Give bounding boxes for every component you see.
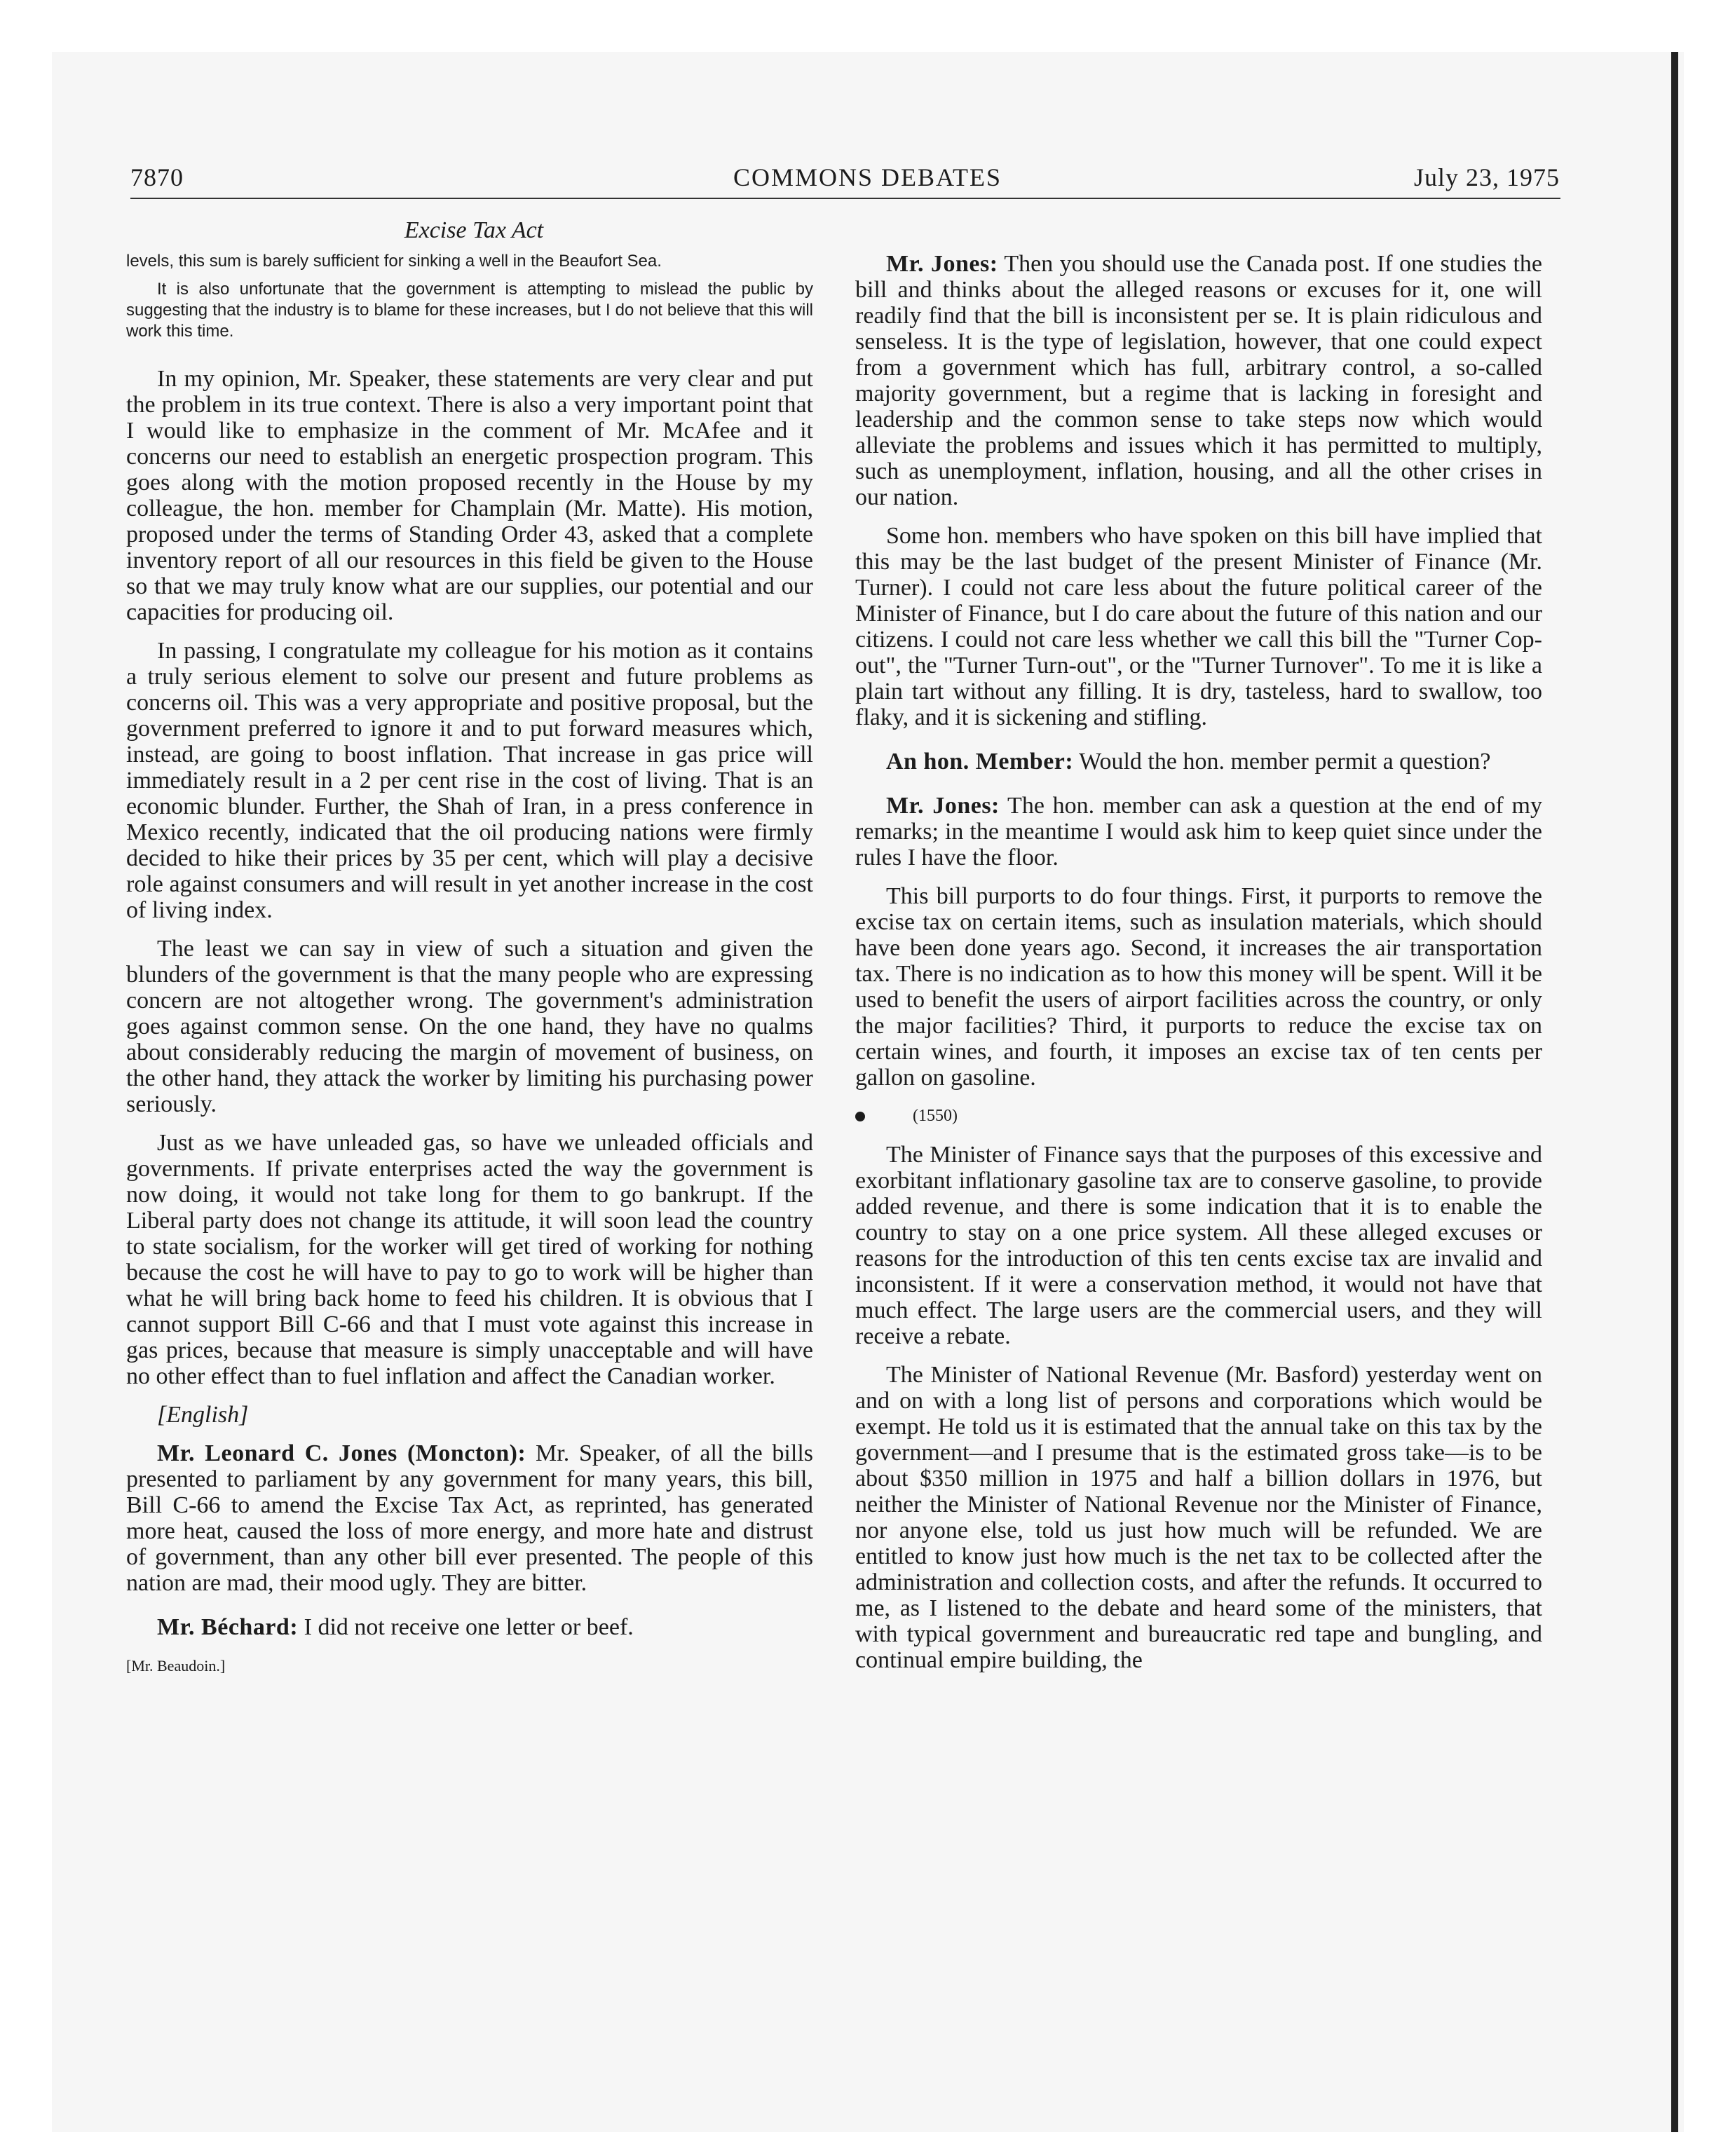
speech-text: Would the hon. member permit a question?: [1079, 749, 1491, 775]
speaker-name: Mr. Leonard C. Jones (Moncton):: [157, 1440, 526, 1466]
right-column: [855, 251, 1542, 1686]
quote-paragraph: levels, this sum is barely sufficient for sinking a well in the Beaufort Sea.: [126, 252, 662, 271]
paragraph: The Minister of Finance says that the purposes of this excessive and exorbitant inflationary gasoline tax are to conserve gasoline, to provide added revenue, and there is some indication that it is to enable the country to stay on a one price system. All these alleged excuses or reasons for the introduction of this ten cents excise tax are invalid and inconsistent. If it were a conservation method, it would not have that much effect. The large users are the commercial users, and they will receive a rebate.: [855, 1142, 1542, 1349]
speech-text: Then you should use the Canada post. If one studies the bill and thinks about the alleged reasons or excuses for it, one will readily find that the bill is inconsistent per se. It is plain ridiculous and senseless. It is the type of legislation, however, that one could expect from a government which has full, arbitrary control, a so-called majority government, but a regime that is lacking in foresight and leadership and the common sense to take steps now which would alleviate the problems and issues which it has permitted to multiply, such as unemployment, inflation, housing, and all the other crises in our nation.: [855, 251, 1542, 510]
language-marker: [English]: [157, 1402, 249, 1428]
paragraph: In my opinion, Mr. Speaker, these statements are very clear and put the problem in its true context. There is also a very important point that I would like to emphasize in the comment of Mr. McAfee and it concerns our need to establish an energetic prospection program. This goes along with the motion proposed recently in the House by my colleague, the hon. member for Champlain (Mr. Matte). His motion, proposed under the terms of Standing Order 43, asked that a complete inventory report of all our resources in this field be given to the House so that we may truly know what are our supplies, our potential and our capacities for producing oil.: [126, 366, 813, 625]
speech-paragraph: [855, 793, 1542, 871]
speaker-name: Mr. Béchard:: [157, 1614, 299, 1640]
speaker-footnote: [Mr. Beaudoin.]: [126, 1657, 226, 1674]
speaker-name: Mr. Jones:: [886, 793, 1000, 819]
time-marker-text: (1550): [913, 1107, 958, 1125]
speech-paragraph: [126, 1614, 813, 1640]
speech-paragraph: [126, 1440, 813, 1596]
paragraph: This bill purports to do four things. First, it purports to remove the excise tax on certain items, such as insulation materials, which should have been done years ago. Second, it increases the air transportation tax. There is no indication as to how this money will be spent. Will it be used to benefit the users of airport facilities across the country, or only the major facilities? Third, it purports to reduce the excise tax on certain wines, and fourth, it imposes an excise tax of ten cents per gallon on gasoline.: [855, 883, 1542, 1091]
publication-title: COMMONS DEBATES: [733, 163, 1002, 191]
bullet-icon: [855, 1112, 865, 1121]
speech-paragraph: [855, 749, 1542, 775]
paragraph: Some hon. members who have spoken on this bill have implied that this may be the last budget of the present Minister of Finance (Mr. Turner). I could not care less about the future political career of the Minister of Finance, but I do care about the future of this nation and our citizens. I could not care less whether we call this bill the "Turner Cop-out", the "Turner Turn-out", or the "Turner Turnover". To me it is like a plain tart without any filling. It is dry, tasteless, hard to swallow, too flaky, and it is sickening and stifling.: [855, 523, 1542, 730]
speaker-name: Mr. Jones:: [886, 251, 998, 277]
quote-paragraph: It is also unfortunate that the government is attempting to mislead the public by suggesting that the industry is to blame for these increases, but I do not believe that this will work this time.: [126, 280, 813, 341]
page-number: 7870: [130, 163, 184, 191]
paragraph: Just as we have unleaded gas, so have we unleaded officials and governments. If private enterprises acted the way the government is now doing, it would not take long for them to go bankrupt. If the Liberal party does not change its attitude, it will soon lead the country to state socialism, for the worker will get tired of working for nothing because the cost he will have to pay to go to work will be higher than what he will bring back home to feed his children. It is obvious that I cannot support Bill C-66 and that I must vote against this increase in gas prices, because that measure is simply unacceptable and will have no other effect than to fuel inflation and affect the Canadian worker.: [126, 1130, 813, 1389]
left-column: [126, 251, 813, 1691]
time-marker: [855, 1103, 1542, 1129]
scan-edge-bar: [1671, 52, 1678, 2132]
speech-text: Mr. Speaker, of all the bills presented to parliament by any government for many years, this bill, Bill C-66 to amend the Excise Tax Act, as reprinted, has generated more heat, caused the loss of more energy, and more hate and distrust of government, than any other bill ever presented. The people of this nation are mad, their mood ugly. They are bitter.: [126, 1440, 814, 1596]
page-date: July 23, 1975: [1413, 163, 1560, 191]
paragraph: The least we can say in view of such a situation and given the blunders of the government is that the many people who are expressing concern are not altogether wrong. The government's administration goes against common sense. On the one hand, they have no qualms about considerably reducing the margin of movement of business, on the other hand, they attack the worker by limiting his purchasing power seriously.: [126, 936, 813, 1117]
paragraph: In passing, I congratulate my colleague for his motion as it contains a truly serious element to solve our present and future problems as concerns oil. This was a very appropriate and positive proposal, but the government preferred to ignore it and to put forward measures which, instead, are going to boost inflation. That increase in gas price will immediately result in a 2 per cent rise in the cost of living. That is an economic blunder. Further, the Shah of Iran, in a press conference in Mexico recently, indicated that the oil producing nations were firmly decided to hike their prices by 35 per cent, which will play a decisive role against consumers and will result in yet another increase in the cost of living index.: [126, 638, 813, 923]
header-rule: [130, 198, 1560, 199]
speaker-name: An hon. Member:: [886, 749, 1074, 775]
speech-paragraph: [855, 251, 1542, 510]
speech-text: I did not receive one letter or beef.: [304, 1614, 634, 1640]
paragraph: The Minister of National Revenue (Mr. Basford) yesterday went on and on with a long list of persons and corporations which would be exempt. He told us it is estimated that the annual take on this tax by the government—and I presume that is the estimated gross take—is to be about $350 million in 1975 and half a billion dollars in 1976, but neither the Minister of National Revenue nor the Minister of Finance, nor anyone else, told us just how much will be refunded. We are entitled to know just how much is the net tax to be collected after the administration and collection costs, and after the refunds. It occurred to me, as I listened to the debate and heard some of the ministers, that with typical government and bureaucratic red tape and bungling, and continual empire building, the: [855, 1362, 1542, 1673]
speech-text: The hon. member can ask a question at the end of my remarks; in the meantime I would ask him to keep quiet since under the rules I have the floor.: [855, 793, 1542, 871]
running-head: Excise Tax Act: [404, 217, 544, 243]
